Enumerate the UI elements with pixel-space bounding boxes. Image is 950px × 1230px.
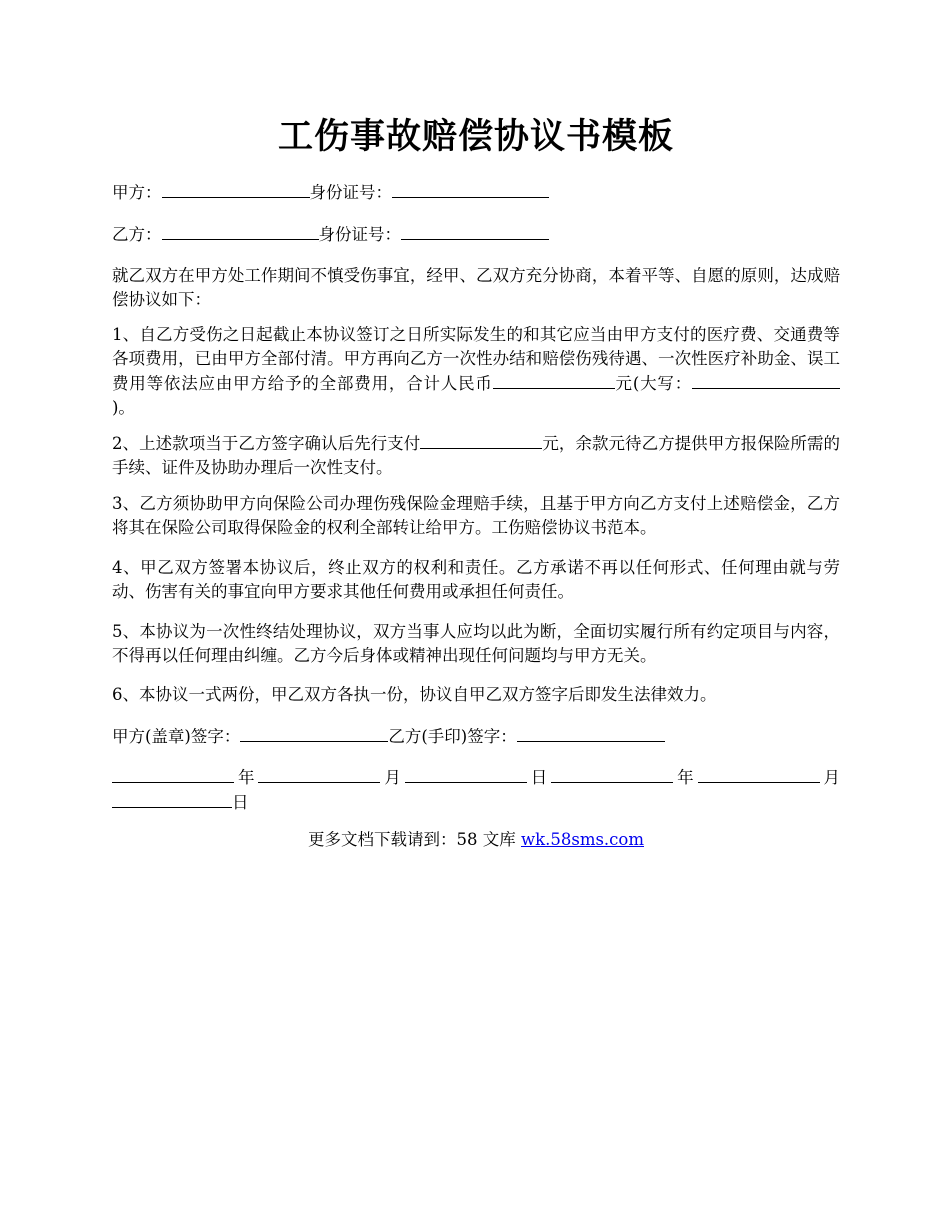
signature-b-blank xyxy=(517,724,665,742)
date-a-year: 年 xyxy=(234,768,259,787)
intro-paragraph: 就乙双方在甲方处工作期间不慎受伤事宜，经甲、乙双方充分协商，本着平等、自愿的原则，达成赔偿协议如下： xyxy=(112,266,840,309)
clause-2-after: 元，余款元待乙方提供甲方报保险所需的手续、证件及协助办理后一次性支付。 xyxy=(112,434,841,477)
signature-a-blank xyxy=(240,724,388,742)
date-b-month-blank xyxy=(698,765,820,783)
clause-5: 5、本协议为一次性终结处理协议，双方当事人应均以此为断，全面切实履行所有约定项目与内容，不得再以任何理由纠缠。乙方今后身体或精神出现任何问题均与甲方无关。 xyxy=(112,622,840,665)
date-a-day: 日 xyxy=(526,768,552,787)
clause-3: 3、乙方须协助甲方向保险公司办理伤残保险金理赔手续，且基于甲方向乙方支付上述赔偿金，乙方将其在保险公司取得保险金的权利全部转让给甲方。工伤赔偿协议书范本。 xyxy=(112,494,840,537)
document-title: 工伤事故赔偿协议书模板 xyxy=(277,116,674,157)
clause-1-amount-blank xyxy=(493,371,615,389)
date-b-day: 日 xyxy=(232,793,249,812)
party-b-id-label: 身份证号： xyxy=(318,225,401,244)
date-line xyxy=(112,765,840,815)
party-a-id-blank xyxy=(392,180,549,198)
party-a-blank xyxy=(162,180,310,198)
party-b-id-blank xyxy=(401,222,549,240)
footer-link[interactable]: wk.58sms.com xyxy=(520,830,644,849)
party-a-line xyxy=(112,180,840,205)
clause-1-daxie-close: )。 xyxy=(112,398,135,417)
date-a-month-blank xyxy=(258,765,380,783)
date-a-year-blank xyxy=(112,765,234,783)
date-b-year: 年 xyxy=(673,768,698,787)
clause-1 xyxy=(112,323,840,420)
date-a-day-blank xyxy=(405,765,527,783)
date-b-year-blank xyxy=(551,765,673,783)
party-b-blank xyxy=(162,222,319,240)
signature-b-label: 乙方(手印)签字： xyxy=(388,727,517,746)
clause-1-text: 1、自乙方受伤之日起截止本协议签订之日所实际发生的和其它应当由甲方支付的医疗费、交通费等各项费用，已由甲方全部付清。甲方再向乙方一次性办结和赔偿伤残待遇、一次性医疗补助金、误工费用等依法应由甲方给予的全部费用，合计人民币 xyxy=(112,325,840,393)
clause-4: 4、甲乙双方签署本协议后，终止双方的权利和责任。乙方承诺不再以任何形式、任何理由就与劳动、伤害有关的事宜向甲方要求其他任何费用或承担任何责任。 xyxy=(112,558,840,601)
clause-2-before: 2、上述款项当于乙方签字确认后先行支付 xyxy=(112,434,421,453)
clause-1-unit: 元 xyxy=(614,374,633,393)
signature-a-label: 甲方(盖章)签字： xyxy=(112,727,241,746)
date-b-day-blank xyxy=(112,790,232,808)
clause-2-amount-blank xyxy=(420,431,542,449)
party-a-label: 甲方： xyxy=(112,183,162,202)
signature-line xyxy=(112,724,840,749)
clause-1-daxie-blank xyxy=(692,371,840,389)
party-b-line xyxy=(112,222,840,247)
party-b-label: 乙方： xyxy=(112,225,162,244)
date-a-month: 月 xyxy=(380,768,405,787)
clause-1-daxie-open: (大写： xyxy=(632,374,693,393)
clause-6: 6、本协议一式两份，甲乙双方各执一份，协议自甲乙双方签字后即发生法律效力。 xyxy=(112,685,717,704)
footer-text: 更多文档下载请到：58 文库 xyxy=(307,830,521,849)
date-b-month: 月 xyxy=(819,768,841,787)
clause-2 xyxy=(112,431,840,480)
party-a-id-label: 身份证号： xyxy=(309,183,392,202)
footer xyxy=(112,828,840,852)
